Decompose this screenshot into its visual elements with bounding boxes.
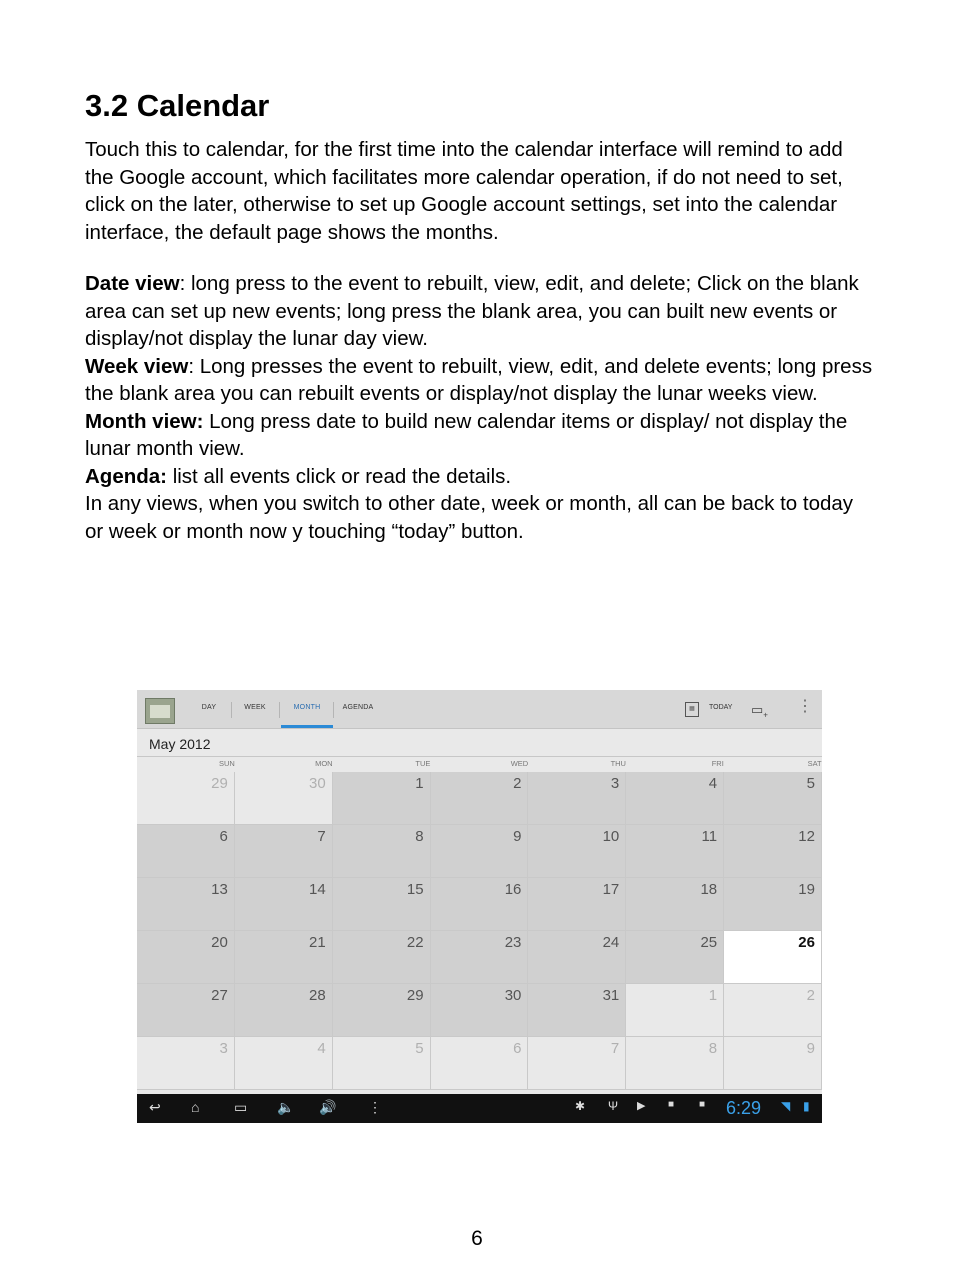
day-cell[interactable] — [431, 878, 529, 931]
day-number: 15 — [406, 881, 424, 898]
day-cell[interactable] — [724, 772, 822, 825]
day-number: 7 — [317, 828, 326, 845]
day-number: 28 — [309, 987, 326, 1004]
day-cell[interactable] — [235, 878, 333, 931]
new-event-icon[interactable]: $▭_+$ — [751, 702, 768, 720]
weekday-label: TUE — [415, 759, 431, 768]
day-cell[interactable] — [626, 1037, 724, 1090]
month-view-label: Month view: — [85, 409, 204, 433]
menu-icon[interactable]: ⋮ — [368, 1099, 382, 1115]
system-bar — [137, 1094, 822, 1123]
day-number: 29 — [406, 987, 424, 1004]
day-number: 12 — [798, 828, 815, 845]
divider — [137, 756, 822, 757]
day-cell[interactable] — [528, 825, 626, 878]
home-icon[interactable]: ⌂ — [191, 1099, 200, 1115]
battery-icon: ▮ — [803, 1099, 810, 1113]
day-number: 21 — [309, 934, 326, 951]
day-cell[interactable] — [333, 772, 431, 825]
day-cell[interactable] — [235, 931, 333, 984]
notification-icon: ■ — [699, 1099, 706, 1110]
day-cell[interactable] — [724, 878, 822, 931]
day-number: 8 — [708, 1040, 718, 1057]
day-number: 6 — [513, 1040, 522, 1057]
day-cell[interactable] — [333, 878, 431, 931]
week-view-paragraph — [85, 353, 875, 408]
media-icon: ▶ — [637, 1100, 646, 1112]
day-number: 5 — [806, 775, 815, 792]
day-cell[interactable] — [431, 984, 529, 1037]
day-number: 17 — [602, 881, 620, 898]
date-view-paragraph — [85, 270, 875, 353]
day-number: 2 — [513, 775, 522, 792]
day-cell[interactable] — [626, 825, 724, 878]
volume-down-icon[interactable]: 🔈 — [277, 1099, 295, 1115]
date-view-label: Date view — [85, 272, 180, 295]
day-cell[interactable] — [724, 825, 822, 878]
day-cell[interactable] — [235, 1037, 333, 1090]
day-number: 20 — [211, 934, 228, 951]
weekday-label: MON — [315, 759, 333, 768]
day-cell[interactable] — [333, 984, 431, 1037]
day-cell[interactable] — [626, 931, 724, 984]
day-number: 1 — [708, 987, 718, 1004]
day-number: 31 — [602, 987, 620, 1004]
notification-icon: ■ — [668, 1099, 675, 1110]
day-number: 25 — [700, 934, 718, 951]
day-cell[interactable] — [333, 931, 431, 984]
tab-divider — [333, 702, 334, 718]
day-number: 10 — [602, 828, 620, 845]
day-number: 14 — [309, 881, 326, 898]
day-cell[interactable] — [137, 825, 235, 878]
month-title: May 2012 — [149, 736, 211, 752]
day-number: 29 — [211, 775, 228, 792]
tab-divider — [231, 702, 232, 718]
day-cell[interactable] — [431, 825, 529, 878]
usb-icon: Ψ — [608, 1099, 619, 1113]
wifi-icon: ◥ — [781, 1099, 791, 1113]
day-number: 26 — [798, 934, 815, 951]
android-debug-icon: ✱ — [575, 1099, 586, 1113]
weekday-label: WED — [510, 759, 529, 768]
day-number: 18 — [700, 881, 718, 898]
day-cell[interactable] — [137, 984, 235, 1037]
weekday-label: THU — [610, 759, 626, 768]
today-calendar-icon[interactable]: ▦ — [685, 702, 699, 717]
day-number: 4 — [317, 1040, 326, 1057]
week-view-text: : Long presses the event to rebuilt, view, edit, and delete events; long press the blank area you can rebuilt events or display/not display the lunar weeks view. — [85, 354, 873, 405]
day-cell-today[interactable] — [724, 931, 822, 984]
tab-day[interactable]: DAY — [201, 704, 217, 711]
day-number: 6 — [219, 828, 228, 845]
agenda-label: Agenda: — [85, 464, 167, 488]
day-cell[interactable] — [528, 1037, 626, 1090]
day-number: 13 — [211, 881, 228, 898]
month-grid — [137, 772, 822, 1090]
back-icon[interactable]: ↩ — [149, 1099, 161, 1115]
weekday-label: FRI — [711, 759, 724, 768]
overflow-menu-icon[interactable]: ⋮ — [797, 698, 813, 715]
day-number: 23 — [504, 934, 522, 951]
weekday-header — [137, 759, 822, 771]
calendar-app-icon[interactable] — [145, 698, 175, 724]
day-cell[interactable] — [137, 1037, 235, 1090]
day-cell[interactable] — [724, 1037, 822, 1090]
tab-divider — [279, 702, 280, 718]
action-bar — [137, 690, 822, 729]
weekday-label: SAT — [807, 759, 822, 768]
day-number: 19 — [798, 881, 815, 898]
day-number: 2 — [806, 987, 815, 1004]
day-cell[interactable] — [235, 984, 333, 1037]
month-view-paragraph — [85, 408, 875, 463]
day-number: 1 — [415, 775, 424, 792]
day-number: 16 — [504, 881, 522, 898]
weekday-label: SUN — [218, 759, 235, 768]
day-number: 8 — [415, 828, 424, 845]
day-cell[interactable] — [333, 825, 431, 878]
day-number: 24 — [602, 934, 620, 951]
day-cell[interactable] — [528, 878, 626, 931]
tab-week[interactable]: WEEK — [244, 704, 266, 711]
day-cell[interactable] — [626, 878, 724, 931]
day-cell[interactable] — [528, 984, 626, 1037]
clock: 6:29 — [726, 1098, 762, 1118]
calendar-screenshot — [137, 690, 822, 1123]
day-cell[interactable] — [137, 878, 235, 931]
day-number: 9 — [513, 828, 522, 845]
day-number: 11 — [701, 828, 718, 845]
recent-apps-icon[interactable]: ▭ — [234, 1099, 248, 1115]
day-cell[interactable] — [235, 772, 333, 825]
page-number: 6 — [471, 1227, 483, 1250]
day-number: 3 — [219, 1040, 228, 1057]
day-cell[interactable] — [235, 825, 333, 878]
tab-month[interactable]: MONTH — [293, 704, 321, 711]
day-number: 7 — [610, 1040, 620, 1057]
month-view-text: Long press date to build new calendar items or display/ not display the lunar month view. — [85, 409, 848, 460]
day-cell[interactable] — [626, 772, 724, 825]
closing-paragraph: In any views, when you switch to other date, week or month, all can be back to today or week or month now y touching “today” button. — [85, 492, 854, 543]
today-button[interactable]: TODAY — [709, 704, 733, 711]
day-cell[interactable] — [528, 772, 626, 825]
week-view-label: Week view — [85, 354, 189, 378]
day-cell[interactable] — [626, 984, 724, 1037]
day-number: 9 — [806, 1040, 815, 1057]
day-cell[interactable] — [528, 931, 626, 984]
day-number: 3 — [610, 775, 620, 792]
tab-agenda[interactable]: AGENDA — [342, 704, 374, 711]
day-number: 30 — [504, 987, 522, 1004]
date-view-text: : long press to the event to rebuilt, view, edit, and delete; Click on the blank area can set up new events; long press the blank area, you can built new events or display/not display the lunar day view. — [85, 272, 859, 350]
day-number: 27 — [211, 987, 228, 1004]
volume-up-icon[interactable]: 🔊 — [319, 1099, 337, 1115]
selected-tab-indicator — [281, 725, 333, 728]
intro-paragraph: Touch this to calendar, for the first time into the calendar interface will remind to add the Google account, which facilitates more calendar operation, if do not need to set, click on the later, otherwise to set up Google account settings, set into the calendar interface, the default page shows the months. — [85, 138, 843, 244]
manual-text — [85, 86, 875, 545]
day-cell[interactable] — [137, 772, 235, 825]
day-cell[interactable] — [431, 1037, 529, 1090]
day-cell[interactable] — [431, 931, 529, 984]
day-number: 4 — [708, 775, 718, 792]
day-number: 30 — [309, 775, 326, 792]
day-number: 22 — [406, 934, 424, 951]
day-cell[interactable] — [333, 1037, 431, 1090]
day-cell[interactable] — [431, 772, 529, 825]
agenda-text: list all events click or read the details. — [167, 464, 512, 488]
day-cell[interactable] — [724, 984, 822, 1037]
day-number: 5 — [415, 1040, 424, 1057]
section-heading: 3.2 Calendar — [85, 88, 270, 123]
agenda-paragraph — [85, 463, 875, 491]
day-cell[interactable] — [137, 931, 235, 984]
